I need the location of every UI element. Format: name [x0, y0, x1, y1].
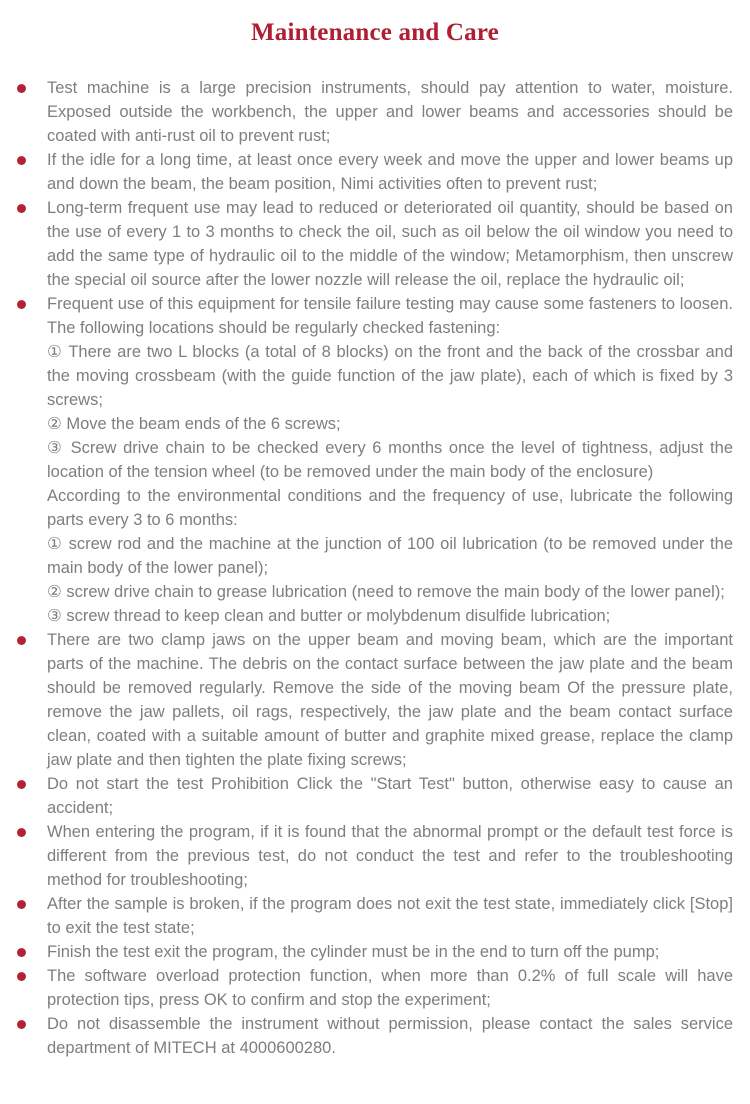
paragraph: Do not start the test Prohibition Click the "Start Test" button, otherwise easy to cause an accident; — [47, 775, 733, 817]
paragraph: ② Move the beam ends of the 6 screws; — [47, 415, 341, 433]
bullet-icon — [17, 972, 26, 981]
paragraph: ① screw rod and the machine at the junction of 100 oil lubrication (to be removed under the main body of the lower panel); — [47, 535, 733, 577]
bullet-icon — [17, 1020, 26, 1029]
list-item-text — [47, 628, 750, 772]
paragraph: ① There are two L blocks (a total of 8 blocks) on the front and the back of the crossbar and the moving crossbeam (with the guide function of the jaw plate), each of which is fixed by 3 screws; — [47, 343, 733, 409]
list-item — [0, 628, 750, 772]
bullet-list — [0, 76, 750, 1060]
paragraph: If the idle for a long time, at least once every week and move the upper and lower beams up and down the beam, the beam position, Nimi activities often to prevent rust; — [47, 151, 733, 193]
paragraph: ② screw drive chain to grease lubrication (need to remove the main body of the lower panel); — [47, 583, 725, 601]
bullet-icon — [17, 84, 26, 93]
list-item — [0, 892, 750, 940]
paragraph: There are two clamp jaws on the upper beam and moving beam, which are the important parts of the machine. The debris on the contact surface between the jaw plate and the beam should be removed regularly. Remove the side of the moving beam Of the pressure plate, remove the jaw pallets, oil rags, respectively, the jaw plate and the beam contact surface clean, coated with a suitable amount of butter and graphite mixed grease, replace the clamp jaw plate and then tighten the plate fixing screws; — [47, 631, 733, 769]
list-item — [0, 148, 750, 196]
list-item-text — [47, 964, 750, 1012]
list-item — [0, 964, 750, 1012]
paragraph: Test machine is a large precision instruments, should pay attention to water, moisture. Exposed outside the workbench, the upper and lower beams and accessories should be coated with anti-rust oil to prevent rust; — [47, 79, 733, 145]
bullet-icon — [17, 636, 26, 645]
bullet-icon — [17, 204, 26, 213]
list-item — [0, 292, 750, 628]
bullet-icon — [17, 948, 26, 957]
bullet-icon — [17, 300, 26, 309]
list-item-text — [47, 892, 750, 940]
paragraph: Long-term frequent use may lead to reduced or deteriorated oil quantity, should be based on the use of every 1 to 3 months to check the oil, such as oil below the oil window you need to add the same type of hydraulic oil to the middle of the window; Metamorphism, then unscrew the special oil source after the lower nozzle will release the oil, replace the hydraulic oil; — [47, 199, 733, 289]
bullet-icon — [17, 828, 26, 837]
list-item-text — [47, 196, 750, 292]
list-item — [0, 940, 750, 964]
paragraph: ③ screw thread to keep clean and butter or molybdenum disulfide lubrication; — [47, 607, 611, 625]
paragraph: Finish the test exit the program, the cylinder must be in the end to turn off the pump; — [47, 943, 660, 961]
paragraph: When entering the program, if it is found that the abnormal prompt or the default test force is different from the previous test, do not conduct the test and refer to the troubleshooting method for troubleshooting; — [47, 823, 733, 889]
list-item — [0, 772, 750, 820]
list-item-text — [47, 76, 750, 148]
list-item — [0, 196, 750, 292]
paragraph: The software overload protection function, when more than 0.2% of full scale will have protection tips, press OK to confirm and stop the experiment; — [47, 967, 733, 1009]
paragraph: ③ Screw drive chain to be checked every 6 months once the level of tightness, adjust the location of the tension wheel (to be removed under the main body of the enclosure) — [47, 439, 733, 481]
paragraph: After the sample is broken, if the program does not exit the test state, immediately click [Stop] to exit the test state; — [47, 895, 733, 937]
bullet-icon — [17, 900, 26, 909]
page-title: Maintenance and Care — [251, 19, 499, 46]
list-item-text — [47, 940, 750, 964]
list-item — [0, 820, 750, 892]
list-item-text — [47, 292, 750, 628]
list-item-text — [47, 820, 750, 892]
list-item — [0, 1012, 750, 1060]
bullet-icon — [17, 780, 26, 789]
paragraph: According to the environmental conditions and the frequency of use, lubricate the following parts every 3 to 6 months: — [47, 487, 733, 529]
paragraph: Frequent use of this equipment for tensile failure testing may cause some fasteners to loosen. The following locations should be regularly checked fastening: — [47, 295, 733, 337]
list-item-text — [47, 772, 750, 820]
bullet-icon — [17, 156, 26, 165]
paragraph: Do not disassemble the instrument without permission, please contact the sales service department of MITECH at 4000600280. — [47, 1015, 733, 1057]
list-item-text — [47, 148, 750, 196]
list-item — [0, 76, 750, 148]
list-item-text — [47, 1012, 750, 1060]
